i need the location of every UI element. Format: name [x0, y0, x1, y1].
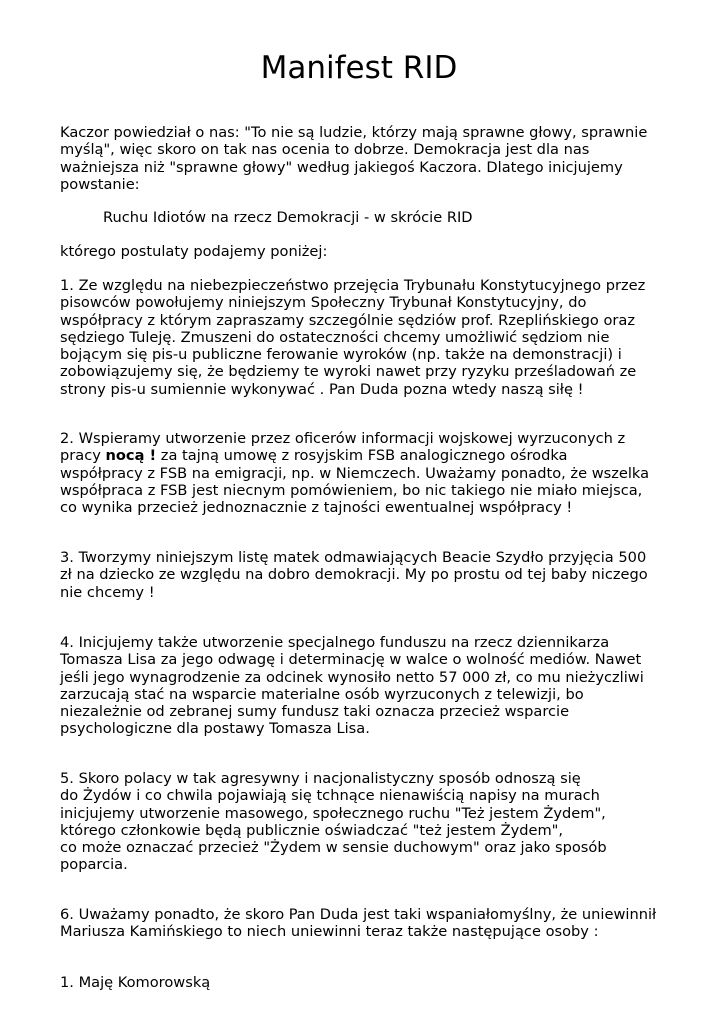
postulate-line: zobowiązujemy się, że będziemy te wyroki nawet przy ryzyku prześladowań ze — [60, 363, 637, 381]
postulate-line: bojącym się pis-u publiczne ferowanie wyroków (np. także na demonstracji) i — [60, 346, 622, 364]
intro-line: myślą", więc skoro on tak nas ocenia to dobrze. Demokracja jest dla nas — [60, 141, 590, 159]
postulate-line: zł na dziecko ze względu na dobro demokracji. My po prostu od tej baby niczego — [60, 566, 648, 584]
postulate-5 — [60, 770, 660, 874]
postulate-line: 1. Ze względu na niebezpieczeństwo przejęcia Trybunału Konstytucyjnego przez — [60, 277, 646, 294]
postulate-line: współpracy z którym zapraszamy szczególnie sędziów prof. Rzeplińskiego oraz — [60, 311, 636, 329]
postulate-2 — [60, 430, 660, 516]
emphasis-text: nocą ! — [105, 447, 157, 465]
postulate-1 — [60, 277, 660, 398]
intro-line: powstanie: — [60, 175, 140, 193]
postulate-line: zarzucają stać na wsparcie materialne osób wyrzuconych z telewizji, bo — [60, 685, 584, 703]
postulate-line: do Żydów i co chwila pojawiają się tchnące nienawiścią napisy na murach — [60, 787, 600, 805]
postulate-line: Tomasza Lisa za jego odwagę i determinację w walce o wolność mediów. Nawet — [60, 651, 642, 669]
postulate-line: poparcia. — [60, 856, 128, 874]
postulate-3 — [60, 549, 660, 601]
postulate-line: co może oznaczać przecież "Żydem w sensie duchowym" oraz jako sposób — [60, 839, 607, 857]
postulate-line: strony pis-u sumiennie wykonywać . Pan Duda pozna wtedy naszą siłę ! — [60, 380, 584, 398]
postulate-line: 2. Wspieramy utworzenie przez oficerów informacji wojskowej wyrzuconych z — [60, 430, 626, 447]
postulate-line: Mariusza Kamińskiego to niech uniewinni teraz także następujące osoby : — [60, 923, 599, 941]
postulate-line: jeśli jego wynagrodzenie za odcinek wynosiło netto 57 000 zł, co mu nieżyczliwi — [60, 668, 644, 686]
postulate-line: psychologiczne dla postawy Tomasza Lisa. — [60, 720, 370, 738]
intro-line: ważniejsza niż "sprawne głowy" według jakiegoś Kaczora. Dlatego inicjujemy — [60, 158, 623, 176]
postulate-line: 5. Skoro polacy w tak agresywny i nacjonalistyczny sposób odnoszą się — [60, 770, 581, 787]
list-item: 1. Maję Komorowską — [60, 974, 211, 991]
postulate-text: pracy — [60, 447, 106, 465]
postulate-line — [60, 447, 660, 464]
postulate-line: którego członkowie będą publicznie oświadczać "też jestem Żydem", — [60, 821, 564, 839]
postulate-4 — [60, 634, 660, 738]
postulate-line: sędziego Tuleję. Zmuszeni do ostateczności chcemy umożliwić sędziom nie — [60, 328, 610, 346]
postulate-line: 4. Inicjujemy także utworzenie specjalnego funduszu na rzecz dziennikarza — [60, 634, 610, 651]
postulate-line: nie chcemy ! — [60, 583, 155, 601]
postulate-line: 3. Tworzymy niniejszym listę matek odmawiających Beacie Szydło przyjęcia 500 — [60, 549, 647, 566]
postulate-line: inicjujemy utworzenie masowego, społecznego ruchu "Też jestem Żydem", — [60, 804, 606, 822]
page-title: Manifest RID — [260, 50, 458, 86]
postulate-line: współpracy z FSB na emigracji, np. w Niemczech. Uważamy ponadto, że wszelka — [60, 464, 650, 482]
postulate-line: niezależnie od zebranej sumy fundusz taki oznacza przecież wsparcie — [60, 703, 570, 721]
postulate-line: 6. Uważamy ponadto, że skoro Pan Duda jest taki wspaniałomyślny, że uniewinnił — [60, 906, 657, 923]
postulate-line: pisowców powołujemy niniejszym Społeczny Trybunał Konstytucyjny, do — [60, 294, 587, 312]
postulate-text: za tajną umowę z rosyjskim FSB analogicznego ośrodka — [156, 447, 568, 465]
movement-name: Ruchu Idiotów na rzecz Demokracji - w skrócie RID — [103, 209, 473, 226]
postulate-line: współpraca z FSB jest niecnym pomówieniem, bo nic takiego nie miało miejsca, — [60, 481, 643, 499]
postulate-line: co wynika przecież jednoznacznie z tajności ewentualnej współpracy ! — [60, 499, 573, 517]
postulates-intro: którego postulaty podajemy poniżej: — [60, 243, 328, 260]
intro-paragraph — [60, 124, 660, 193]
intro-line: Kaczor powiedział o nas: "To nie są ludzie, którzy mają sprawne głowy, sprawnie — [60, 124, 648, 141]
postulate-6 — [60, 906, 660, 941]
